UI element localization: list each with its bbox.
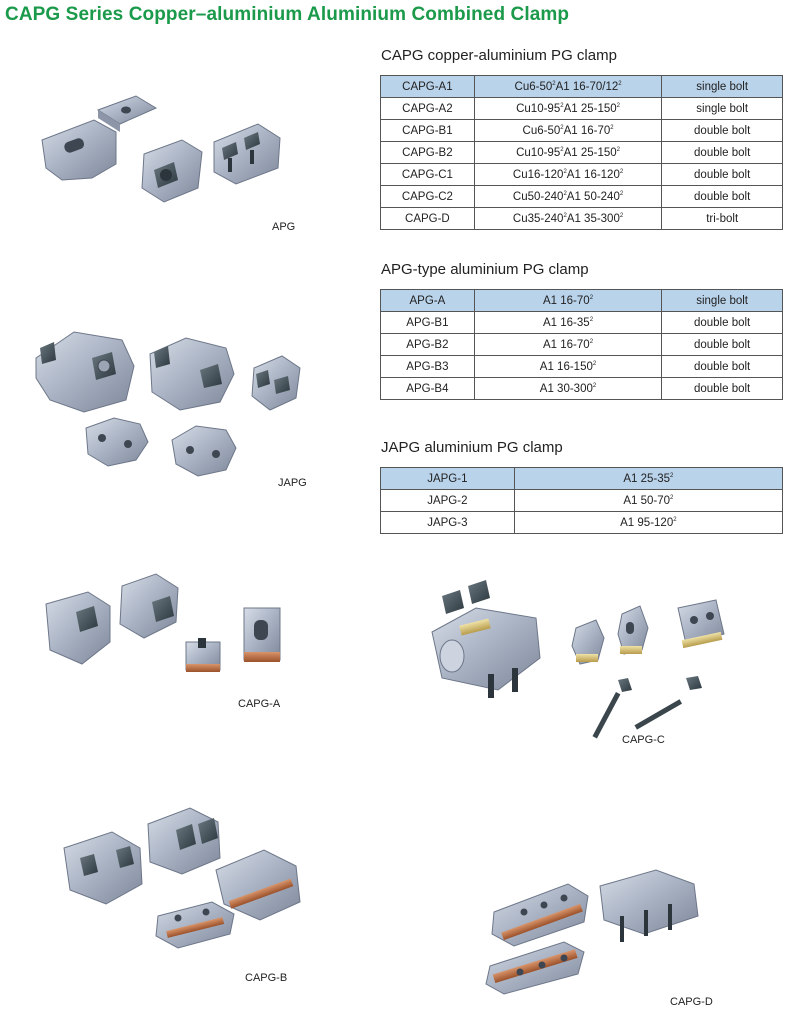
- capg-a-clamp-photo: [40, 572, 300, 692]
- table-row: [381, 378, 783, 400]
- table-row: [381, 120, 783, 142]
- cell-spec: A1 $95-120^2$: [514, 512, 782, 534]
- table-row: [381, 290, 783, 312]
- japg-spec-table: [380, 467, 783, 534]
- cell-spec: A1 $16-150^2$: [474, 356, 661, 378]
- table-row: [381, 186, 783, 208]
- cell-bolt: double bolt: [662, 356, 783, 378]
- capg-d-caption: CAPG-D: [670, 996, 713, 1008]
- cell-model: CAPG-D: [381, 208, 475, 230]
- cell-bolt: double bolt: [662, 378, 783, 400]
- cell-spec: $Cu6-50^2A1$ $16-70^2$: [474, 120, 662, 142]
- cell-model: CAPG-C2: [381, 186, 475, 208]
- cell-model: JAPG-1: [381, 468, 515, 490]
- apg-clamp-photo: [32, 92, 302, 222]
- cell-spec: $Cu50-240^2A1$ $50-240^2$: [474, 186, 662, 208]
- cell-model: JAPG-3: [381, 512, 515, 534]
- cell-bolt: tri-bolt: [662, 208, 783, 230]
- cell-bolt: double bolt: [662, 164, 783, 186]
- capg-c-caption: CAPG-C: [622, 734, 665, 746]
- cell-bolt: single bolt: [662, 98, 783, 120]
- table-row: [381, 142, 783, 164]
- cell-spec: $Cu16-120^2A1$ $16-120^2$: [474, 164, 662, 186]
- cell-spec: $Cu10-95^2A1$ $25-150^2$: [474, 98, 662, 120]
- table-row: [381, 98, 783, 120]
- cell-spec: A1 $25-35^2$: [514, 468, 782, 490]
- japg-clamp-photo: [30, 318, 300, 488]
- capg-d-clamp-photo: [484, 866, 724, 996]
- cell-model: CAPG-C1: [381, 164, 475, 186]
- cell-spec: $Cu6-50^2A1$ $16-70/12^2$: [474, 76, 662, 98]
- cell-model: CAPG-A1: [381, 76, 475, 98]
- cell-model: CAPG-B1: [381, 120, 475, 142]
- apg-section-title: APG-type aluminium PG clamp: [381, 261, 589, 278]
- apg-caption: APG: [272, 221, 296, 233]
- japg-section-title: JAPG aluminium PG clamp: [381, 439, 563, 456]
- capg-b-caption: CAPG-B: [245, 972, 288, 984]
- cell-bolt: double bolt: [662, 142, 783, 164]
- cell-bolt: double bolt: [662, 186, 783, 208]
- cell-model: APG-A: [381, 290, 475, 312]
- capg-spec-table: [380, 75, 783, 230]
- table-row: [381, 356, 783, 378]
- cell-spec: A1 $16-70^2$: [474, 290, 661, 312]
- cell-spec: A1 $30-300^2$: [474, 378, 661, 400]
- cell-bolt: double bolt: [662, 312, 783, 334]
- capg-b-clamp-photo: [60, 800, 320, 960]
- table-row: [381, 468, 783, 490]
- apg-spec-table: [380, 289, 783, 400]
- table-row: [381, 334, 783, 356]
- cell-model: APG-B4: [381, 378, 475, 400]
- cell-spec: $Cu35-240^2A1$ $35-300^2$: [474, 208, 662, 230]
- cell-bolt: single bolt: [662, 76, 783, 98]
- japg-caption: JAPG: [278, 477, 307, 489]
- table-row: [381, 208, 783, 230]
- capg-a-caption: CAPG-A: [238, 698, 281, 710]
- cell-model: APG-B2: [381, 334, 475, 356]
- cell-model: CAPG-A2: [381, 98, 475, 120]
- cell-model: JAPG-2: [381, 490, 515, 512]
- cell-spec: $Cu10-95^2A1$ $25-150^2$: [474, 142, 662, 164]
- table-row: [381, 490, 783, 512]
- cell-spec: A1 $16-35^2$: [474, 312, 661, 334]
- cell-spec: A1 $16-70^2$: [474, 334, 661, 356]
- capg-section-title: CAPG copper-aluminium PG clamp: [381, 47, 617, 64]
- table-row: [381, 312, 783, 334]
- page-title: CAPG Series Copper–aluminium Aluminium Combined Clamp: [5, 4, 570, 25]
- table-row: [381, 512, 783, 534]
- cell-model: APG-B1: [381, 312, 475, 334]
- capg-c-clamp-photo: [428, 578, 748, 748]
- cell-bolt: double bolt: [662, 334, 783, 356]
- cell-bolt: double bolt: [662, 120, 783, 142]
- cell-model: CAPG-B2: [381, 142, 475, 164]
- table-row: [381, 76, 783, 98]
- cell-model: APG-B3: [381, 356, 475, 378]
- table-row: [381, 164, 783, 186]
- cell-spec: A1 $50-70^2$: [514, 490, 782, 512]
- cell-bolt: single bolt: [662, 290, 783, 312]
